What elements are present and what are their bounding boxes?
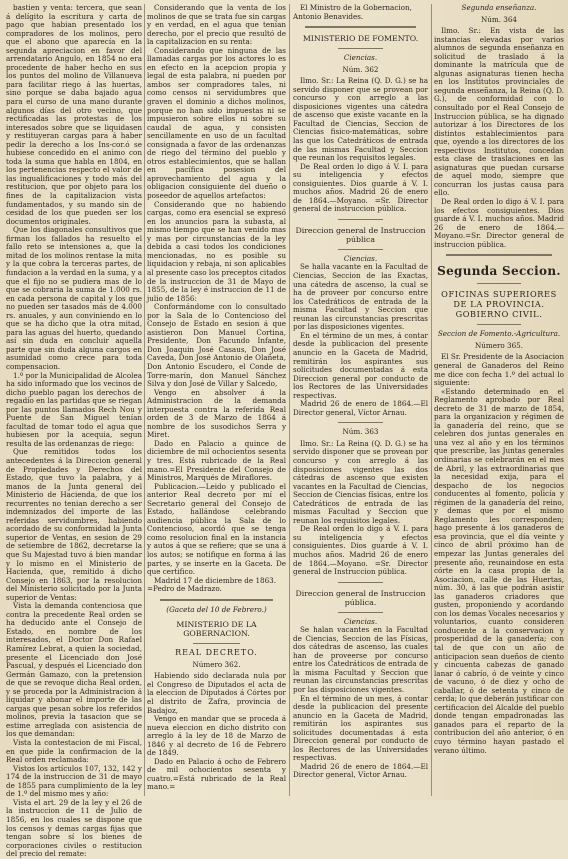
divider bbox=[477, 283, 521, 284]
ministry-heading: MINISTERIO DE LA GOBERNACION. bbox=[176, 620, 257, 639]
ministry-heading: MINISTERIO DE FOMENTO. bbox=[302, 34, 419, 44]
direccion-heading: Direccion general de Instruccion pública. bbox=[295, 588, 426, 607]
paragraph: En el término de un mes, á contar desde la publicacion del presente anuncio en la Gaceta de Madrid, remitirán los aspirantes sus solicitudes documentadas á esta Direccion general por conducto de los Rectores de las Universidades respectivas. bbox=[293, 693, 428, 763]
divider bbox=[338, 48, 384, 49]
paragraph: Considerando que ninguna de las llamadas cargas por los actores lo es en efecto en la acepcion propia y legal de esta palabra, ni pueden por ambos ser compradores tales, ni como censos ni servidumbres que graven el dominio a dichos molinos, porque no han sido impuestas ni se impusieron sobre ellos ni sobre su caudal de agua, y consisten sencillamente en uso de un facultad consignada a favor de las ordenanzas de riego del término del pueblo y otros establecimientos, que se hallan en pacífica posesion del aprovechamiento del agua y la obligacion consiguiente del dueño o poseedor de aquellos artefactos: bbox=[147, 45, 286, 201]
section-title: Segunda Seccion. bbox=[437, 264, 561, 279]
paragraph: Vistos los artículos 107, 132, 142 y 174 de la instruccion de 31 de mayo de 1855 para cumplimiento de la ley de 1.º del mismo mes y año: bbox=[6, 763, 142, 799]
paragraph: En el término de un mes, á contar desde la publicacion del presente anuncio en la Gaceta de Madrid, remitirán los aspirantes sus solicitudes documentadas á esta Direccion general por conducto de los Rectores de las Universidades respectivas. bbox=[293, 330, 428, 400]
signature-line: El Ministro de la Gobernacion, Antonio Benavides. bbox=[293, 3, 412, 21]
paragraph: Madrid 26 de enero de 1864.—El Director general, Víctor Arnau. bbox=[293, 399, 428, 417]
paragraph: Dado en Palacio á ocho de Febrero de mil ochocientos sesenta y cuatro.=Está rubricado de la Real mano.= bbox=[147, 756, 286, 792]
paragraph: Vista la demanda contenciosa que contra la precedente Real orden se ha deducido ante el Consejo de Estado, en nombre de los interesados, el Doctor Don Rafael Ramírez Lebrat, a quien la sociedad, presente el Licenciado don José Pascual, y después el Licenciado don Germán Gamazo, con la pretension de que se revoque dicha Real orden, y se proceda por la Administracion á liquidar y abonar el importe de las cargas que pesan sobre los referidos molinos, previa la tasacion que se estime arreglada con asistencia de los que demandan: bbox=[6, 601, 142, 739]
paragraph: «Estando determinado en el Reglamento aprobado por Real decreto de 31 de marzo de 1854, para la organizacion y régimen de la ganadería del reino, que se celebren dos juntas generales en una vez al año y en los términos que prescribe, las Juntas generales ordinarias se celebrarán en el mes de Abril, y las extraordinarias que la necesidad exija, para el despacho de los negocios conducentes al fomento, policía y régimen de la ganadería del reino, y demas que por el mismo Reglamento les corresponden; hago presente á los ganaderos de esa provincia, que el día veinte y cinco de abril próximo han de empezar las Juntas generales del presente año, reunaindose en esta córte en la casa propia de la Asociacion, calle de las Huertas, núm. 30, á las que podrán asistir las ganaderos criadores que gusten, proponiendo y acordando con los demas Vocales necesarios y voluntarios, cuanto consideren conducente a la conservacion y prosperidad de la ganadería; con tal de que con un año de anticipacion sean dueños de ciento y cincuenta cabezas de ganado lanar ó cabrío, ó de veinte y cinco de vacuno, ó de diez y ocho de caballar, ó de setenta y cinco de cerda; lo que deberán justificar con certificacion del Alcalde del pueblo donde tengan empadronadas las ganados para el reparto de la contribucion del año anterior, ó en cuyo término hayan pastado el verano último. bbox=[434, 386, 564, 755]
paragraph: Conformándome con lo consultado por la Sala de lo Contencioso del Consejo de Estado en sesion á que asistieron Don Manuel Cortina, Presidente, Don Facundo Infante, Don Joaquin José Casaus, Don José Caveda, Don José Antonio de Olañeta, Don Antonio Escudero, el Conde de Torre-marín, don Manuel Sánchez Silva y don José de Villar y Salcedo, bbox=[147, 302, 286, 389]
divider bbox=[193, 643, 240, 644]
paragraph: Vengo en absolver á la Administracion de la demanda interpuesta contra la referida Real orden de 3 de Marzo de 1864 á nombre de los susodichos Serra y Miret. bbox=[147, 387, 286, 440]
column-rule bbox=[289, 4, 290, 796]
divider bbox=[338, 249, 384, 250]
paragraph: De Real orden lo digo á V. I. para su inteligencia y efectos consiguientes. Dios guarde á V. I. muchos años. Madrid 26 de enero de 1864.—Moyano. =Sr. Director general de Instruccion pública. bbox=[293, 524, 428, 577]
subsection-heading: Ciencias. bbox=[343, 53, 378, 63]
paragraph: Vista el art. 29 de la ley y el 26 de la instruccion de 11 de Julio de 1856, en los cuales se dispone que los censos y demas cargas fijas que tengan sobre sí los bienes de corporaciones civiles o restitucion del precio del remate: bbox=[6, 797, 142, 859]
gaceta-date-line: (Gaceta del 10 de Febrero.) bbox=[166, 604, 267, 614]
paragraph: Publicacion.—Leido y publicado el anterior Real decreto por mí el Secretario general del Consejo de Estado, hallándose celebrando audiencia pública la Sala de lo Contencioso, acordó que se tenga como resolucion final en la instancia y autos á que se refiere; que se una á los autos; se notifique en forma á las partes, y se inserte en la Gaceta. De que certifico. bbox=[147, 481, 286, 577]
paragraph: Que los diagonales consultivos que firman los fallados ha resuelto el fallo reto se intensiones a, que la mitad de los molinos rentase la mita y la que cobra la terceras partes, de fundacion a la verdad en la suma, y a que el fijo no se pudiera mas de lo que se cobraria la suma de 1.000 rs. en cada persona de capital y los que no pueden ser tasados más de 4.000 rs. anuales, y aun conviniendo en lo que se ha dicho que la otra mitad, para las aguas del huerto, quedando así sin duda en concluir aquella parte que sin duda alguna cargos en asumidad como crece para toda compensacion. bbox=[6, 225, 142, 371]
divider bbox=[338, 422, 384, 423]
divider bbox=[338, 219, 384, 220]
paragraph: Habiendo sido declarada nula por el Congreso de Diputados el acta de la eleccion de Diputados á Córtes por el distrito de Zafra, provincia de Badajoz, bbox=[147, 671, 286, 715]
paragraph: Se halla vacante en la Facultad de Ciencias, Seccion de las Exactas, una cátedra de ascenso, la cual se ha de proveer por concurso entre los Catedráticos de entrada de la misma Facultad y Seccion que reunan las circunstancias prescritas por las disposiciones vigentes. bbox=[293, 262, 428, 332]
paragraph: De Real orden lo digo á V. I. para su inteligencia y efectos consiguientes. Dios guarde á V. I. muchos años. Madrid 26 de enero de 1864.—Moyano. =Sr. Director general de instruccion pública. bbox=[293, 161, 428, 214]
column-2 bbox=[147, 4, 286, 796]
column-4 bbox=[434, 4, 564, 796]
divider bbox=[477, 324, 521, 325]
paragraph: Dado en Palacio a quince de diciembre de mil ochocientos sesenta y tres. Está rubricado de la Real mano.=El Presidente del Consejo de Ministros, Marqués de Miraflores. bbox=[147, 438, 286, 483]
paragraph: Madrid 26 de enero de 1864.—El Director general, Víctor Arnau. bbox=[293, 761, 428, 780]
divider bbox=[338, 612, 384, 613]
section-divider bbox=[305, 26, 416, 28]
paragraph: 1.º por la Municipalidad de Alcolea ha sido informado que los vecinos de dicho pueblo pagan los derechos de regadío en las partidas que se riegan por las puntos llamados Rech Nou y Puente de San Miguel tenían facultad de tomar todo el agua que hubiesen por la acequia, segun resulta de las ordenanzas de riego: bbox=[6, 370, 142, 448]
paragraph: bastien y venta: tercera, que sean á delígito la escritura y carta de pago que habian presentado los compradores de los molinos, pero que el abono que aparecía en la segunda apreciacion en favor del arrendatario Angulo, en 1854 no era procedente de haber hecho en sus los puntos del molino de Villanueva para facilitar riego á las huertas, sino porque se daba bajado agua para el curso de una mano durante algunos días del otro vecino, que rectificadas las protestas de los interesados sobre que se liquidasen y restituyeran cargas para á haber pedir la derecho a los Ins-cor.ó se hubiese concedido en el animo con toda la suma que habla en 1804, en los pertenencias respecto el valor de las ingualificaciones y todo más del restitucion, que por objeto para los fines de la capitalizacion vista fundamentados, y su mando sin de cesidad de los que pueden ser los documentos originales. bbox=[6, 3, 142, 226]
subsection-heading: Segunda enseñanza. bbox=[461, 3, 537, 12]
paragraph: El Sr. Presidente de la Asociacion general de Ganaderos del Reino me dice con fecha 1.º del actual lo siguiente: bbox=[434, 352, 564, 388]
paragraph: Que remitidos todos los antecedentes á la Direccion general de Propiedades y Derechos del Estado, que tuvo la palabra, y á manos de la Junta general del Ministerio de Hacienda, de que los recurrentes no tenian derecho a ser indemnizados del importe de las referidas servidumbres, habiendo acordado de su conformidad la Junta superior de Ventas, en sesion de 29 de setiembre de 1862, decretarse la que Su Majestad tuvo á bien mandar y lo mismo en el Ministerio de Hacienda, que, remitido á dicho Consejo en 1863, por la resolucion del Ministerio solicitado por la Junta superior de Ventas: bbox=[6, 447, 142, 602]
paragraph: Considerando que la venta de los molinos de que se trata fue sin cargas y en verdad, en el agua que tenían derecho, por el precio que resultó de la capitalizacion en su renta: bbox=[147, 3, 286, 47]
paragraph: Vista la contestacion de mi Fiscal, en que pide la confirmacion de la Real orden reclamada: bbox=[6, 738, 142, 765]
signature-line: Madrid 17 de diciembre de 1863. =Pedro de Madrazo. bbox=[147, 575, 277, 594]
direccion-heading: Direccion general de Instruccion pública bbox=[295, 225, 426, 244]
order-number: Número 365. bbox=[474, 340, 524, 350]
section-divider bbox=[160, 599, 274, 601]
offices-heading: OFICINAS SUPERIORES DE LA PROVINCIA. bbox=[441, 289, 557, 310]
subsection-heading: Ciencias. bbox=[343, 616, 378, 626]
gobierno-heading: GOBIERNO CIVIL. bbox=[455, 309, 543, 320]
column-rule bbox=[144, 4, 145, 796]
decree-number: Número 362. bbox=[192, 659, 241, 669]
order-number: Núm. 364 bbox=[480, 14, 518, 24]
decree-title: REAL DECRETO. bbox=[175, 648, 258, 658]
paragraph: Se halan vacantes en la Facultad de Ciencias, Seccion de las Físicas, dos cátedras de ascenso, las cuales han de proveerse por concurso entre los Catedráticos de entrada de la misma Facultad y Seccion que reunan las circunstancias prescritas por las disposiciones vigentes. bbox=[293, 625, 428, 694]
paragraph: De Real orden lo digo á V. I. para los efectos consiguientes. Dios guarde á V. I. muchos años. Madrid 26 de enero de 1864.—Moyano.=Sr. Director general de instruccion pública. bbox=[434, 197, 564, 249]
paragraph: Ilmo. Sr.: En vista de las instancias elevadas por varios alumnos de segunda enseñanza en solicitud de traslado á la dominante la matrícula que de algunas asignaturas tienen hecha en los Institutos provinciales de segunda enseñanza, la Reina (Q. D. G.), de conformidad con lo consultado por el Real Consejo de Instruccion pública, se ha dignado autorizar á los Directores de los distintos establecimientos para que, oyendo a los directores de los respectivos Institutos, concedan esta clase de traslaciones en las asignaturas que puedan cursarse de aquel modo, siempre que concurran los justas causa para ello. bbox=[434, 26, 564, 198]
paragraph: Ilmo. Sr.: La Reina (Q. D. G.) se ha servido disponer que se provean por concurso y con arreglo á las disposiciones vigentes las dos cátedras de ascenso que existen vacantes en la Facultad de Ciencias, Seccion de Ciencias físicas, entre los Catedráticos de entrada de las mismas Facultad y Seccion que reunan los requisitos legales. bbox=[293, 438, 428, 525]
column-1 bbox=[6, 3, 142, 859]
order-number: Núm. 363 bbox=[342, 427, 379, 437]
order-number: Núm. 362 bbox=[342, 64, 379, 74]
paragraph: Vengo en mandar que se proceda á nueva eleccion en dicho distrito con arreglo á la ley de 18 de Marzo de 1846 y al decreto de 16 de Febrero de 1849. bbox=[147, 714, 286, 758]
subsection-heading: Ciencias. bbox=[343, 253, 378, 263]
paragraph: Ilmo. Sr.: La Reina (Q. D. G.) se ha servido disponer que se provean por concurso y con arreglo a las disposiciones vigentes una cátedra de ascenso que existe vacante en la Facultad de Ciencias, Seccion de Ciencias fisico-matemáticas, sobre las que los Catedráticos de entrada de las mismas Facultad y Seccion que reunan los requisitos legales. bbox=[293, 76, 428, 163]
column-rule bbox=[431, 4, 432, 796]
paragraph: Considerando que no habiendo cargas, como era esencial se expresó en los anuncios para la subasta, al mismo tiempo que se han venido mas y mas por circunstancias de la ley debida a casi todos los condiciones mencionadas, no es posible su liquidacion y rebaja, ni son aplicables al presente caso los preceptos citados de la instruccion de 31 de Mayo de 1855, de la ley é instruccion de 11 de julio de 1856: bbox=[147, 199, 286, 303]
subsection-heading: Seccion de Fomento.-Agricultura. bbox=[437, 329, 561, 339]
section-divider bbox=[446, 254, 553, 256]
divider bbox=[338, 582, 384, 583]
column-3 bbox=[293, 4, 428, 796]
